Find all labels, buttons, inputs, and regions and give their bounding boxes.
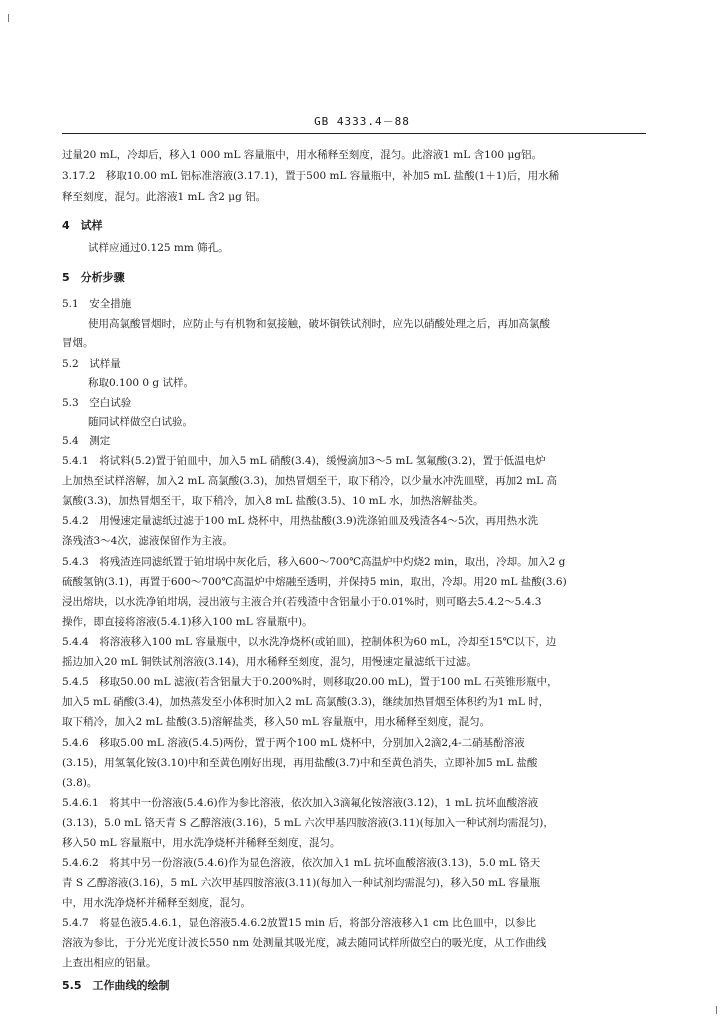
subsection-heading: 5.3 空白试验 [62,397,132,409]
text-line: 5.4.4 将溶液移入100 mL 容量瓶中，以水洗净烧杯(或铂皿)，控制体积为60 mL，冷却至15℃以下，边 [62,636,557,648]
text-line: 试样应通过0.125 mm 筛孔。 [88,242,229,254]
text-line: 5.4.6.1 将其中一份溶液(5.4.6)作为参比溶液，依次加入3滴氟化铵溶液(3.12)，1 mL 抗坏血酸溶液 [62,797,539,809]
text-line: 5.4.3 将残渣连同滤纸置于铂坩埚中灰化后，移入600～700℃高温炉中灼烧2 min，取出，冷却。加入2 g [62,556,566,568]
text-line: 过量20 mL，冷却后，移入1 000 mL 容量瓶中，用水稀释至刻度，混匀。此溶液1 mL 含100 μg铝。 [62,149,542,161]
text-line: 移入50 mL 容量瓶中，用水洗净烧杯并稀释至刻度，混匀。 [62,837,341,849]
header-rule [62,133,646,134]
text-line: 3.17.2 移取10.00 mL 铝标准溶液(3.17.1)，置于500 mL 容量瓶中，补加5 mL 盐酸(1＋1)后，用水稀 [62,170,560,182]
section-heading: 4 试样 [62,219,103,232]
text-line: (3.8)。 [62,777,98,789]
text-line: 5.4.5 移取50.00 mL 滤液(若含铝量大于0.200%时，则移取20.00 mL)，置于100 mL 石英锥形瓶中， [62,676,558,688]
text-line: 上加热至试样溶解，加入2 mL 高氯酸(3.3)，加热冒烟至干，取下稍冷，以少量水冲洗皿壁，再加2 mL 高 [62,475,557,487]
scan-mark [8,14,9,22]
text-line: (3.13)，5.0 mL 铬天青 S 乙醇溶液(3.16)，5 mL 六次甲基四胺溶液(3.11)(每加入一种试剂均需混匀)， [62,817,554,829]
text-line: 操作，即直接将溶液(5.4.1)移入100 mL 容量瓶中)。 [62,616,313,628]
text-line: 涤残渣3～4次，滤液保留作为主液。 [62,535,233,547]
subsection-heading: 5.2 试样量 [62,358,121,370]
subsection-heading: 5.1 安全措施 [62,298,132,310]
text-line: 随同试样做空白试验。 [88,416,193,428]
text-line: 使用高氯酸冒烟时，应防止与有机物和氨接触，破坏铜铁试剂时，应先以硝酸处理之后，再加高氯酸 [88,318,550,330]
text-line: 取下稍冷，加入2 mL 盐酸(3.5)溶解盐类，移入50 mL 容量瓶中，用水稀释至刻度，混匀。 [62,716,491,728]
text-line: 5.4.6.2 将其中另一份溶液(5.4.6)作为显色溶液，依次加入1 mL 抗坏血酸溶液(3.13)，5.0 mL 铬天 [62,857,541,869]
text-line: 中，用水洗净烧杯并稀释至刻度，混匀。 [62,897,251,909]
section-heading: 5 分析步骤 [62,271,125,284]
text-line: 5.4.1 将试料(5.2)置于铂皿中，加入5 mL 硝酸(3.4)，缓慢滴加3～5 mL 氢氟酸(3.2)，置于低温电炉 [62,455,546,467]
text-line: 氯酸(3.3)，加热冒烟至干，取下稍冷，加入8 mL 盐酸(3.5)、10 mL 水，加热溶解盐类。 [62,495,484,507]
text-line: 5.4.2 用慢速定量滤纸过滤于100 mL 烧杯中，用热盐酸(3.9)洗涤铂皿及残渣各4～5次，再用热水洗 [62,515,539,527]
text-line: 上查出相应的铝量。 [62,957,157,969]
text-line: 溶液为参比，于分光光度计波长550 nm 处测量其吸光度，减去随同试样所做空白的吸光度，从工作曲线 [62,937,547,949]
scan-mark [716,1006,717,1014]
text-line: 加入5 mL 硝酸(3.4)，加热蒸发至小体积时加入2 mL 高氯酸(3.3)，继续加热冒烟至体积约为1 mL 时， [62,696,550,708]
text-line: 硫酸氢钠(3.1)，再置于600～700℃高温炉中熔融至透明，并保持5 min，取出，冷却。用20 mL 盐酸(3.6) [62,576,567,588]
text-line: (3.15)，用氢氧化铵(3.10)中和至黄色刚好出现，再用盐酸(3.7)中和至黄色消失，立即补加5 mL 盐酸 [62,757,538,769]
text-line: 5.4.7 将显色液5.4.6.1，显色溶液5.4.6.2放置15 min 后，将部分溶液移入1 cm 比色皿中，以参比 [62,917,536,929]
section-heading: 5.5 工作曲线的绘制 [62,979,170,992]
text-line: 摇边加入20 mL 铜铁试剂溶液(3.14)，用水稀释至刻度，混匀，用慢速定量滤纸干过滤。 [62,656,478,668]
text-line: 释至刻度，混匀。此溶液1 mL 含2 μg 铝。 [62,191,267,203]
text-line: 5.4.6 移取5.00 mL 溶液(5.4.5)两份，置于两个100 mL 烧杯中，分别加入2滴2,4-二硝基酚溶液 [62,737,525,749]
text-line: 冒烟。 [62,337,94,349]
subsection-heading: 5.4 测定 [62,435,111,447]
page-header: GB 4333.4－88 [314,115,410,128]
text-line: 称取0.100 0 g 试样。 [88,377,194,389]
text-line: 青 S 乙醇溶液(3.16)，5 mL 六次甲基四胺溶液(3.11)(每加入一种试剂均需混匀)，移入50 mL 容量瓶 [62,877,540,889]
text-line: 浸出熔块，以水洗净铂坩埚，浸出液与主液合并(若残渣中含铝量小于0.01%时，则可略去5.4.2～5.4.3 [62,596,542,608]
